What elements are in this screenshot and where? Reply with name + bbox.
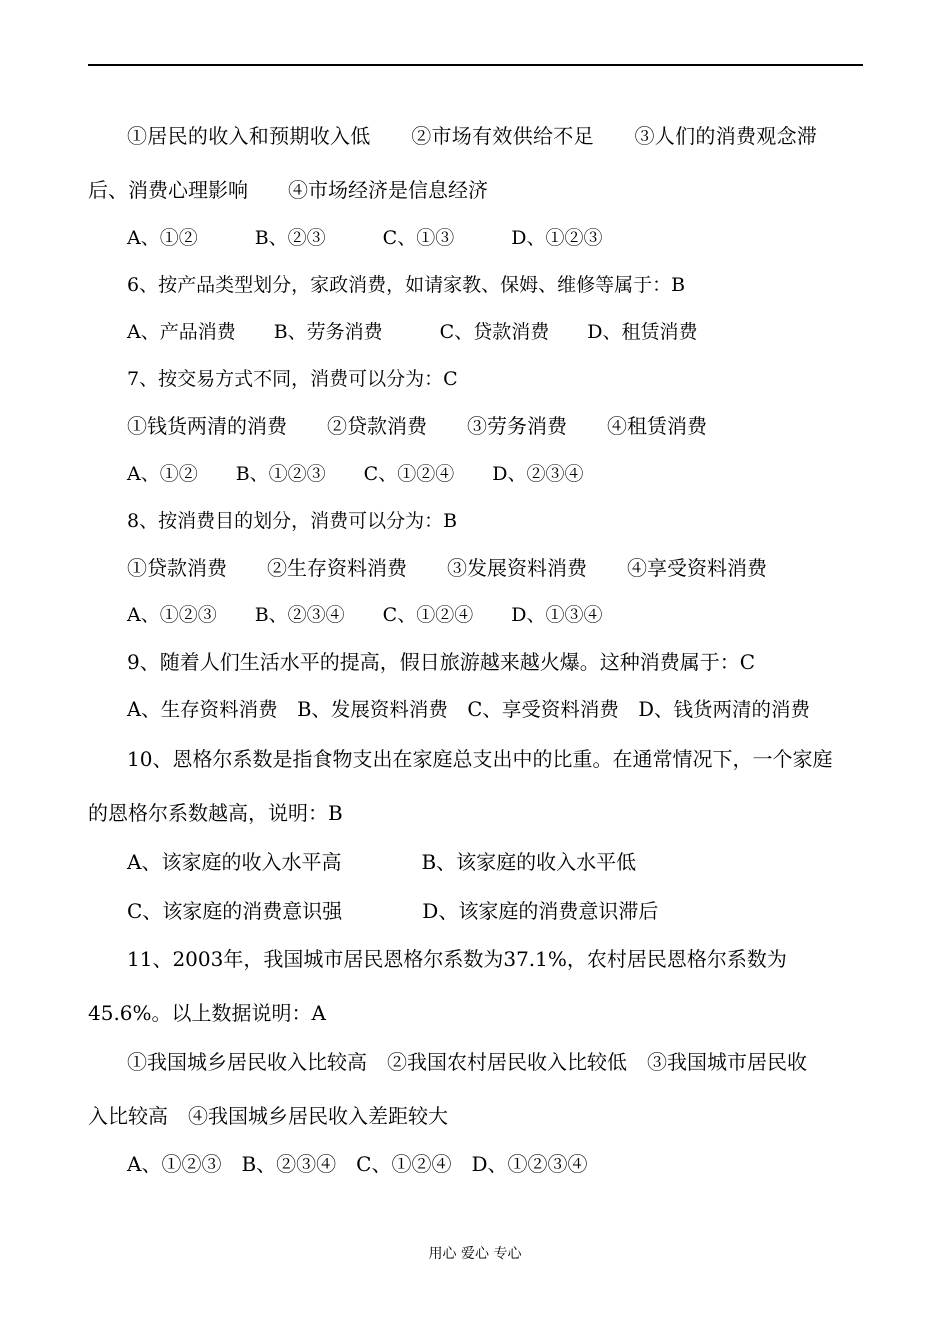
text-line: 入比较高 ④我国城乡居民收入差距较大 bbox=[88, 1104, 448, 1128]
text-line: C、该家庭的消费意识强 D、该家庭的消费意识滞后 bbox=[127, 899, 659, 923]
text-line: 9、随着人们生活水平的提高，假日旅游越来越火爆。这种消费属于：C bbox=[127, 650, 756, 674]
text-line: A、①②③ B、②③④ C、①②④ D、①③④ bbox=[127, 604, 603, 626]
text-line: A、生存资料消费 B、发展资料消费 C、享受资料消费 D、钱货两清的消费 bbox=[127, 698, 810, 721]
text-line: ①居民的收入和预期收入低 ②市场有效供给不足 ③人们的消费观念滞 bbox=[127, 124, 818, 148]
page-footer: 用心 爱心 专心 bbox=[428, 1246, 522, 1262]
text-line: A、①② B、②③ C、①③ D、①②③ bbox=[127, 227, 603, 249]
text-line: 11、2003年，我国城市居民恩格尔系数为37.1%，农村居民恩格尔系数为 bbox=[127, 947, 787, 971]
text-line: 7、按交易方式不同，消费可以分为：C bbox=[127, 368, 458, 390]
text-line: 6、按产品类型划分，家政消费，如请家教、保姆、维修等属于：B bbox=[127, 274, 686, 296]
text-line: 45.6%。以上数据说明：A bbox=[88, 1001, 326, 1025]
text-line: A、①②③ B、②③④ C、①②④ D、①②③④ bbox=[127, 1152, 588, 1176]
text-line: A、产品消费 B、劳务消费 C、贷款消费 D、租赁消费 bbox=[127, 321, 698, 343]
text-line: 的恩格尔系数越高，说明：B bbox=[88, 801, 343, 825]
text-line: 后、消费心理影响 ④市场经济是信息经济 bbox=[88, 178, 488, 202]
text-line: ①我国城乡居民收入比较高 ②我国农村居民收入比较低 ③我国城市居民收 bbox=[127, 1050, 807, 1074]
text-line: ①钱货两清的消费 ②贷款消费 ③劳务消费 ④租赁消费 bbox=[127, 414, 707, 438]
text-line: 8、按消费目的划分，消费可以分为：B bbox=[127, 510, 458, 532]
text-line: 10、恩格尔系数是指食物支出在家庭总支出中的比重。在通常情况下，一个家庭 bbox=[127, 747, 833, 771]
text-line: A、①② B、①②③ C、①②④ D、②③④ bbox=[127, 463, 584, 485]
text-line: A、该家庭的收入水平高 B、该家庭的收入水平低 bbox=[127, 850, 637, 874]
header-rule bbox=[88, 64, 863, 66]
text-line: ①贷款消费 ②生存资料消费 ③发展资料消费 ④享受资料消费 bbox=[127, 556, 767, 580]
